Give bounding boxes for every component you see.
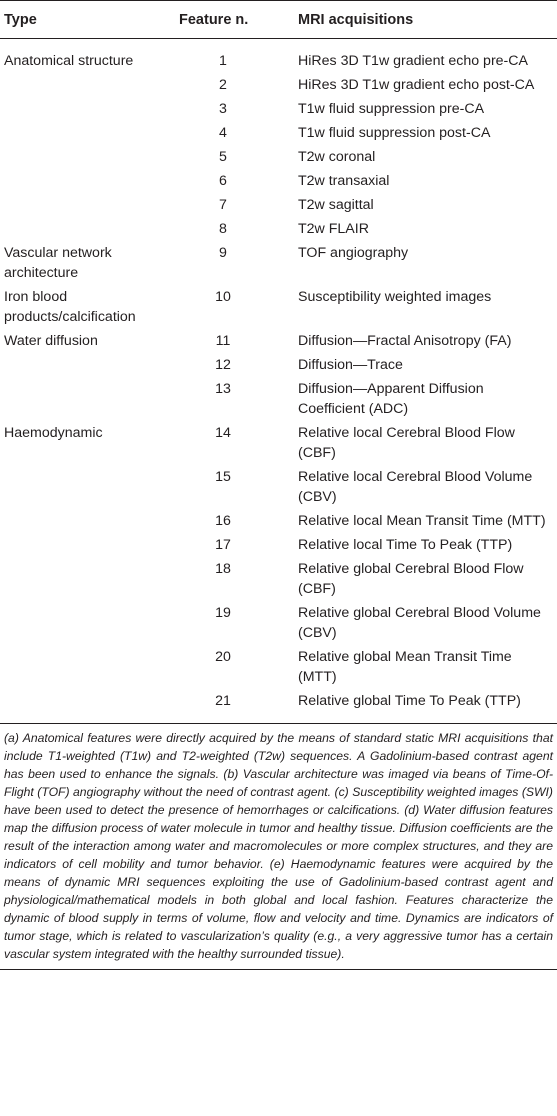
table-row — [0, 688, 557, 723]
mri-acquisition-cell: T1w fluid suppression post-CA — [298, 125, 491, 141]
feature-number-cell: 4 — [219, 125, 227, 141]
feature-number-cell: 5 — [219, 149, 227, 165]
table-row — [0, 508, 557, 532]
mri-acquisition-cell: Relative local Time To Peak (TTP) — [298, 537, 513, 553]
feature-number-cell: 12 — [215, 357, 231, 373]
feature-number-cell: 7 — [219, 197, 227, 213]
header-feature-number: Feature n. — [175, 1, 295, 39]
type-cell — [0, 192, 175, 216]
table-row — [0, 96, 557, 120]
feature-number-cell: 8 — [219, 221, 227, 237]
table-row — [0, 600, 557, 644]
table-row — [0, 39, 557, 73]
feature-number-cell: 21 — [215, 693, 231, 709]
type-cell: Vascular network architecture — [4, 245, 112, 281]
feature-number-cell: 9 — [219, 245, 227, 261]
table-row — [0, 328, 557, 352]
type-cell — [0, 144, 175, 168]
table-row — [0, 284, 557, 328]
mri-acquisition-cell: Diffusion—Apparent Diffusion Coefficient (ADC) — [298, 381, 484, 417]
table-row — [0, 352, 557, 376]
mri-acquisition-cell: Relative global Cerebral Blood Volume (CBV) — [298, 605, 541, 641]
table-row — [0, 168, 557, 192]
type-cell — [0, 556, 175, 600]
type-cell — [0, 352, 175, 376]
mri-acquisition-cell: Relative local Cerebral Blood Flow (CBF) — [298, 425, 515, 461]
type-cell — [0, 376, 175, 420]
mri-acquisition-cell: Diffusion—Fractal Anisotropy (FA) — [298, 333, 512, 349]
mri-acquisition-cell: T2w transaxial — [298, 173, 390, 189]
type-cell — [0, 96, 175, 120]
mri-acquisition-cell: HiRes 3D T1w gradient echo pre-CA — [298, 53, 528, 69]
type-cell: Anatomical structure — [4, 53, 134, 69]
header-mri-acquisitions: MRI acquisitions — [295, 1, 557, 39]
mri-acquisition-cell: Relative global Time To Peak (TTP) — [298, 693, 521, 709]
table-row — [0, 532, 557, 556]
feature-number-cell: 18 — [215, 561, 231, 577]
mri-acquisition-cell: Susceptibility weighted images — [298, 289, 492, 305]
table-row — [0, 144, 557, 168]
type-cell — [0, 644, 175, 688]
table-row — [0, 556, 557, 600]
mri-acquisition-cell: Relative local Mean Transit Time (MTT) — [298, 513, 546, 529]
feature-number-cell: 6 — [219, 173, 227, 189]
mri-acquisition-cell: TOF angiography — [298, 245, 409, 261]
table-row — [0, 464, 557, 508]
mri-acquisition-cell: Relative global Cerebral Blood Flow (CBF) — [298, 561, 524, 597]
feature-number-cell: 19 — [215, 605, 231, 621]
type-cell — [0, 600, 175, 644]
table-row — [0, 376, 557, 420]
mri-acquisition-cell: T2w sagittal — [298, 197, 374, 213]
type-cell — [0, 688, 175, 723]
type-cell: Iron blood products/calcification — [4, 289, 136, 325]
type-cell — [0, 532, 175, 556]
type-cell: Water diffusion — [4, 333, 98, 349]
feature-number-cell: 3 — [219, 101, 227, 117]
table-row — [0, 644, 557, 688]
table-row — [0, 240, 557, 284]
header-type: Type — [0, 1, 175, 39]
type-cell — [0, 168, 175, 192]
feature-number-cell: 15 — [215, 469, 231, 485]
feature-number-cell: 16 — [215, 513, 231, 529]
type-cell: Haemodynamic — [4, 425, 103, 441]
type-cell — [0, 508, 175, 532]
feature-number-cell: 20 — [215, 649, 231, 665]
table-body — [0, 39, 557, 724]
mri-acquisition-cell: T2w FLAIR — [298, 221, 369, 237]
mri-acquisition-cell: T1w fluid suppression pre-CA — [298, 101, 485, 117]
mri-acquisition-cell: Diffusion—Trace — [298, 357, 403, 373]
mri-acquisition-cell: Relative local Cerebral Blood Volume (CBV) — [298, 469, 533, 505]
table-row — [0, 216, 557, 240]
mri-acquisition-cell: T2w coronal — [298, 149, 376, 165]
feature-number-cell: 17 — [215, 537, 231, 553]
feature-number-cell: 10 — [215, 289, 231, 305]
mri-acquisition-cell: Relative global Mean Transit Time (MTT) — [298, 649, 512, 685]
table-row — [0, 120, 557, 144]
type-cell — [0, 72, 175, 96]
feature-number-cell: 14 — [215, 425, 231, 441]
feature-number-cell: 13 — [215, 381, 231, 397]
feature-number-cell: 2 — [219, 77, 227, 93]
type-cell — [0, 216, 175, 240]
table-row — [0, 420, 557, 464]
table-header-row — [0, 1, 557, 39]
feature-number-cell: 1 — [219, 53, 227, 69]
table-footnote: (a) Anatomical features were directly acquired by the means of standard static MRI acquisitions that include T1-weighted (T1w) and T2-weighted (T2w) sequences. A Gadolinium-based contrast agent has been used to enhance the signals. (b) Vascular architecture was imaged via beans of Time-Of-Flight (TOF) angiography without the need of contrast agent. (c) Susceptibility weighted images (SWI) have been used to detect the presence of hemorrhages or calcifications. (d) Water diffusion features map the diffusion process of water molecule in tumor and healthy tissue. Diffusion coefficients are the result of the interaction among water and macromolecules or more complex structures, and they are indicators of cell mobility and tumor behavior. (e) Haemodynamic features were acquired by the means of dynamic MRI sequences exploiting the use of Gadolinium-based contrast agent and physiological/mathematical models in both global and local fashion. Features characterize the dynamic of blood supply in terms of volume, flow and velocity and time. Dynamics are indicators of tumor stage, which is related to vascularization’s quality (e.g., a very aggressive tumor has a certain vascular system integrated with the healthy surrounded tissue). — [0, 723, 557, 970]
table-row — [0, 72, 557, 96]
type-cell — [0, 464, 175, 508]
feature-number-cell: 11 — [215, 333, 231, 349]
type-cell — [0, 120, 175, 144]
table-row — [0, 192, 557, 216]
mri-acquisition-cell: HiRes 3D T1w gradient echo post-CA — [298, 77, 535, 93]
